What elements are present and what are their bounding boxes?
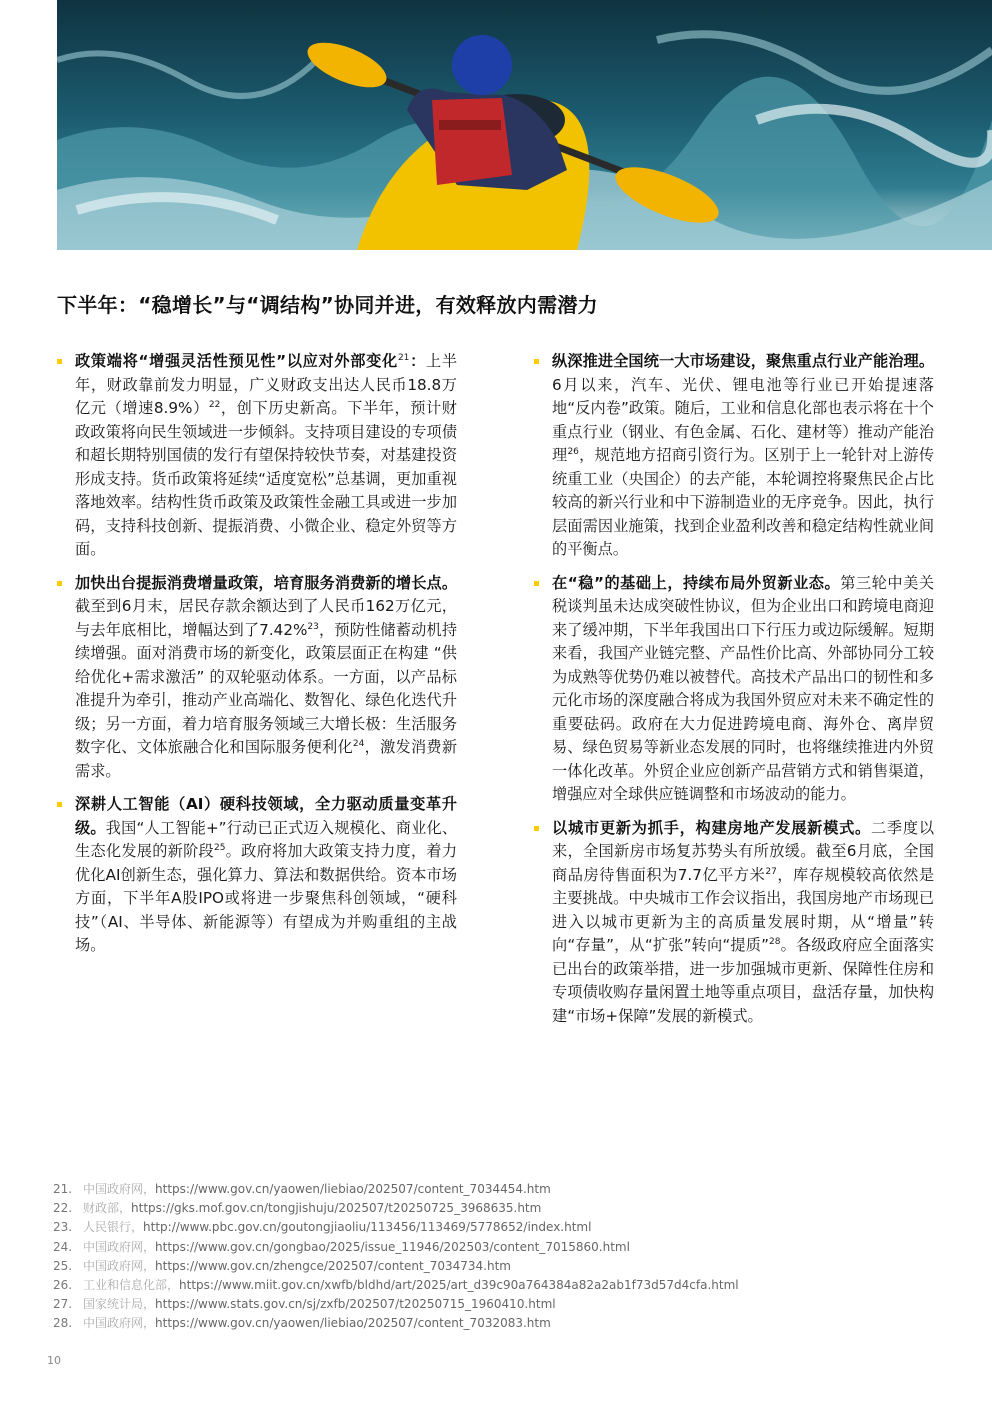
footnote-number: 22. xyxy=(53,1201,73,1216)
kayak-illustration xyxy=(57,0,992,250)
footnote-ref: 26 xyxy=(567,446,579,457)
left-column xyxy=(57,350,457,968)
bullet-lead-text: 纵深推进全国统一大市场建设，聚焦重点行业产能治理。 xyxy=(552,352,934,370)
bullet-marker-icon xyxy=(534,581,539,586)
footnote-number: 28. xyxy=(53,1316,73,1331)
footnote-item xyxy=(53,1295,953,1314)
bullet-item xyxy=(534,350,934,562)
footnote-ref: 28 xyxy=(768,936,781,947)
footnote-source: 人民银行， xyxy=(83,1220,144,1235)
footnote-source: 中国政府网， xyxy=(83,1239,156,1254)
bullet-marker-icon xyxy=(534,359,539,364)
footnote-ref: 25 xyxy=(213,842,226,853)
bullet-body-text: ： xyxy=(409,352,426,370)
bullet-item xyxy=(534,817,934,1029)
bullet-body-text: 。政府将加大政策支持力度，着力优化AI创新生态，强化算力、算法和数据供给。资本市场方面，下半年A股IPO或将进一步聚焦科创领域，“硬科技”（AI、半导体、新能源等）有望成为并购重组的主战场。 xyxy=(75,842,458,954)
footnote-source: 工业和信息化部， xyxy=(83,1278,180,1293)
footnote-url-link[interactable]: https://www.stats.gov.cn/sj/zxfb/202507/t20250715_1960410.html xyxy=(155,1297,556,1312)
footnote-item xyxy=(53,1199,953,1218)
life-vest xyxy=(432,98,512,185)
footnote-item xyxy=(53,1180,953,1199)
bullet-body-text: 截至到6月末，居民存款余额达到了人民币162万亿元，与去年底相比，增幅达到了7.42% xyxy=(75,597,457,639)
footnote-url-link[interactable]: https://www.gov.cn/zhengce/202507/content_7034734.htm xyxy=(155,1258,511,1273)
footnote-source: 中国政府网， xyxy=(83,1316,156,1331)
bullet-item xyxy=(57,572,457,784)
footnote-source: 财政部， xyxy=(83,1201,132,1216)
footnote-url-link[interactable]: https://www.gov.cn/yaowen/liebiao/202507/content_7034454.htm xyxy=(155,1182,551,1196)
bullet-body-text: 第三轮中美关税谈判虽未达成突破性协议，但为企业出口和跨境电商迎来了缓冲期，下半年我国出口下行压力或边际缓解。短期来看，我国产业链完整、产品性价比高、外部协同分工较为成熟等优势仍难以被替代。高技术产品出口的韧性和多元化市场的深度融合将成为我国外贸应对未来不确定性的重要砝码。政府在大力促进跨境电商、海外仓、离岸贸易、绿色贸易等新业态发展的同时，也将继续推进内外贸一体化改革。外贸企业应创新产品营销方式和销售渠道，增强应对全球供应链调整和市场波动的能力。 xyxy=(552,573,935,803)
footnote-source: 中国政府网， xyxy=(83,1258,156,1273)
bullet-marker-icon xyxy=(57,581,62,586)
bullet-item xyxy=(57,793,457,958)
footnote-url-link[interactable]: http://www.pbc.gov.cn/goutongjiaoliu/113456/113469/5778652/index.html xyxy=(143,1220,592,1235)
bullet-lead-text: 在“稳”的基础上，持续布局外贸新业态。 xyxy=(552,573,841,592)
footnote-ref: 23 xyxy=(307,621,319,632)
footnote-item xyxy=(53,1218,953,1237)
right-column xyxy=(534,350,934,1038)
footnote-number: 21. xyxy=(53,1182,73,1196)
footnote-source: 国家统计局， xyxy=(83,1297,156,1312)
bullet-marker-icon xyxy=(57,359,62,364)
footnote-number: 23. xyxy=(53,1220,73,1235)
page-number: 10 xyxy=(47,1354,61,1367)
bullet-body-text: 上半年，财政靠前发力明显，广义财政支出达人民币18.8万亿元（增速8.9%） xyxy=(75,352,458,417)
footnote-url-link[interactable]: https://www.miit.gov.cn/xwfb/bldhd/art/2025/art_d39c90a764384a82a2ab1f73d57d4cfa.html xyxy=(179,1278,739,1293)
footnotes-list xyxy=(53,1180,953,1334)
bullet-item xyxy=(534,572,934,807)
bullet-marker-icon xyxy=(57,802,62,807)
footnote-ref: 22 xyxy=(208,399,221,410)
footnote-number: 24. xyxy=(53,1239,73,1254)
footnote-item xyxy=(53,1314,953,1333)
helmet xyxy=(452,35,512,95)
footnote-item xyxy=(53,1257,953,1276)
footnote-item xyxy=(53,1276,953,1295)
bullet-marker-icon xyxy=(534,826,539,831)
bullet-body-text: 。各级政府应全面落实已出台的政策举措，进一步加强城市更新、保障性住房和专项债收购存量闲置土地等重点项目，盘活存量，加快构建“市场+保障”发展的新模式。 xyxy=(552,936,935,1025)
paddle-blade-left xyxy=(302,34,393,97)
footnote-source: 中国政府网， xyxy=(83,1182,156,1196)
footnote-ref: 24 xyxy=(352,738,365,749)
bullet-body-text: 6月以来，汽车、光伏、锂电池等行业已开始提速落地“反内卷”政策。随后，工业和信息化部也表示将在十个重点行业（钢业、有色金属、石化、建材等）推动产能治理 xyxy=(552,375,934,464)
bullet-lead-text: 政策端将“增强灵活性预见性”以应对外部变化 xyxy=(75,352,398,370)
bullet-body-text: ，激发消费新需求。 xyxy=(75,738,458,780)
hero-kayak-photo xyxy=(57,0,992,250)
footnote-number: 26. xyxy=(53,1278,73,1293)
footnote-number: 27. xyxy=(53,1297,73,1312)
bullet-lead-text: 深耕人工智能（AI）硬科技领域，全力驱动质量变革升级。 xyxy=(75,795,457,837)
footnote-url-link[interactable]: https://www.gov.cn/yaowen/liebiao/202507/content_7032083.htm xyxy=(155,1316,551,1331)
bullet-body-text: ，预防性储蓄动机持续增强。面对消费市场的新变化，政策层面正在构建 “供给优化+需求激活” 的双轮驱动体系。一方面，以产品标准提升为牵引，推动产业高端化、数智化、绿色化迭代升级；另一方面，着力培育服务领域三大增长极：生活服务数字化、文体旅融合化和国际服务便利化 xyxy=(75,620,458,756)
footnote-item xyxy=(53,1238,953,1257)
section-heading: 下半年：“稳增长”与“调结构”协同并进，有效释放内需潜力 xyxy=(57,293,598,317)
bullet-lead-text: 以城市更新为抓手，构建房地产发展新模式。 xyxy=(552,818,871,837)
footnote-url-link[interactable]: https://gks.mof.gov.cn/tongjishuju/202507/t20250725_3968635.htm xyxy=(131,1201,542,1216)
bullet-body-text: ，库存规模较高依然是主要挑战。中央城市工作会议指出，我国房地产市场现已进入以城市更新为主的高质量发展时期，从“增量”转向“存量”，从“扩张”转向“提质” xyxy=(552,865,935,954)
footnote-number: 25. xyxy=(53,1258,73,1273)
footnote-ref: 27 xyxy=(765,866,777,877)
bullet-body-text: ，规范地方招商引资行为。区别于上一轮针对上游传统重工业（央国企）的去产能，本轮调控将聚焦民企占比较高的新兴行业和中下游制造业的无序竞争。因此，执行层面需因业施策，找到企业盈利改善和稳定结构性就业间的平衡点。 xyxy=(552,446,935,558)
bullet-item xyxy=(57,350,457,562)
footnote-ref: 21 xyxy=(397,352,410,363)
bullet-body-text: 我国“人工智能+”行动已正式迈入规模化、商业化、生态化发展的新阶段 xyxy=(75,818,458,860)
bullet-lead-text: 加快出台提振消费增量政策，培育服务消费新的增长点。 xyxy=(75,573,457,592)
bullet-body-text: 二季度以来，全国新房市场复苏势头有所放缓。截至6月底，全国商品房待售面积为7.7亿平方米 xyxy=(552,818,935,884)
footnote-url-link[interactable]: https://www.gov.cn/gongbao/2025/issue_11946/202503/content_7015860.html xyxy=(155,1239,630,1254)
bullet-body-text: ，创下历史新高。下半年，预计财政政策将向民生领域进一步倾斜。支持项目建设的专项债和超长期特别国债的发行有望保持较快节奏，对基建投资形成支持。货币政策将延续“适度宽松”总基调，更加重视落地效率。结构性货币政策及政策性金融工具或进一步加码，支持科技创新、提振消费、小微企业、稳定外贸等方面。 xyxy=(75,399,457,558)
